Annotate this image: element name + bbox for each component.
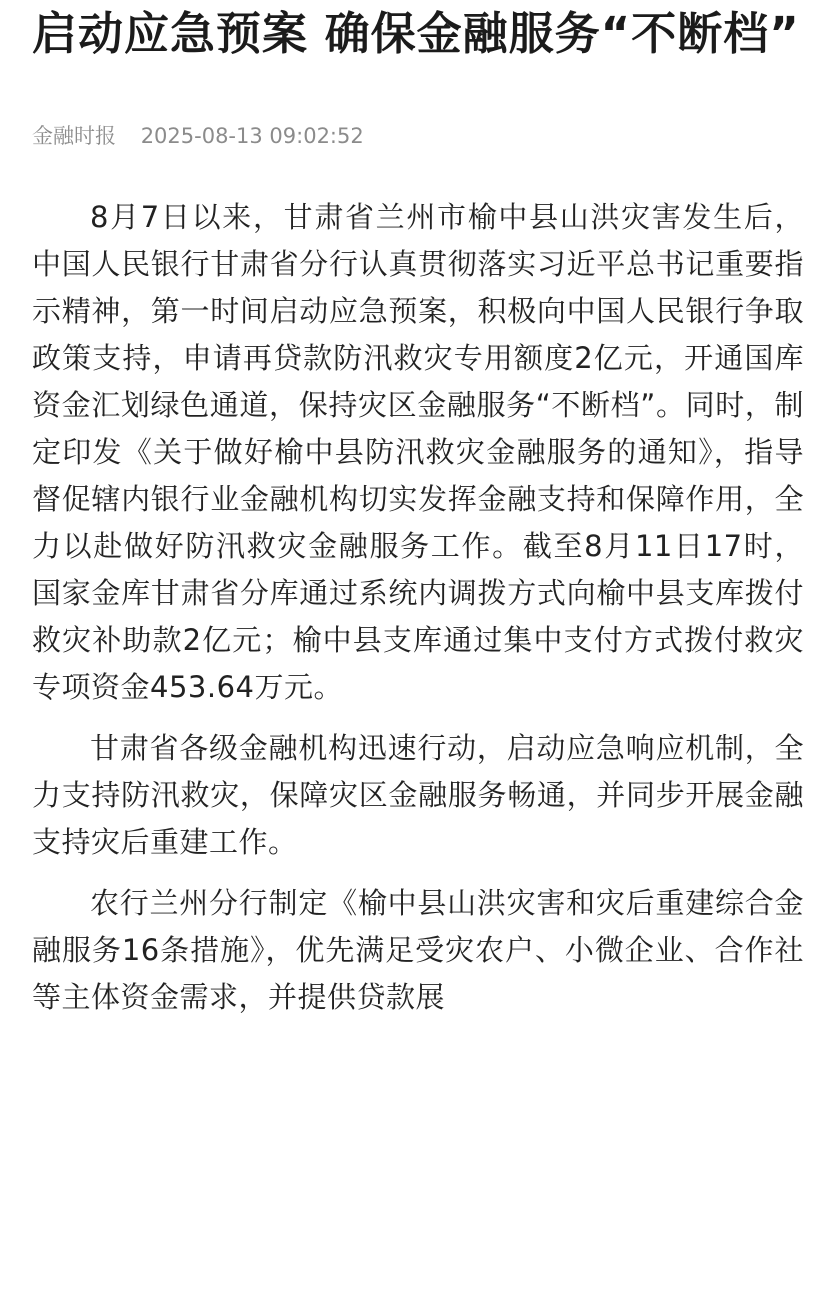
article-title: 启动应急预案 确保金融服务“不断档” [32, 7, 800, 60]
article-paragraph: 农行兰州分行制定《榆中县山洪灾害和灾后重建综合金融服务16条措施》，优先满足受灾农户、小微企业、合作社等主体资金需求，并提供贷款展 [32, 886, 804, 1014]
article-meta [32, 116, 804, 156]
article-source[interactable]: 金融时报 [32, 124, 116, 148]
article-timestamp: 2025-08-13 09:02:52 [140, 124, 364, 148]
article-paragraph: 8月7日以来，甘肃省兰州市榆中县山洪灾害发生后，中国人民银行甘肃省分行认真贯彻落实习近平总书记重要指示精神，第一时间启动应急预案，积极向中国人民银行争取政策支持，申请再贷款防汛救灾专用额度2亿元，开通国库资金汇划绿色通道，保持灾区金融服务“不断档”。同时，制定印发《关于做好榆中县防汛救灾金融服务的通知》，指导督促辖内银行业金融机构切实发挥金融支持和保障作用，全力以赴做好防汛救灾金融服务工作。截至8月11日17时，国家金库甘肃省分库通过系统内调拨方式向榆中县支库拨付救灾补助款2亿元；榆中县支库通过集中支付方式拨付救灾专项资金453.64万元。 [32, 200, 804, 704]
article-paragraph: 甘肃省各级金融机构迅速行动，启动应急响应机制，全力支持防汛救灾，保障灾区金融服务畅通，并同步开展金融支持灾后重建工作。 [32, 731, 804, 859]
article-body [32, 194, 804, 1021]
